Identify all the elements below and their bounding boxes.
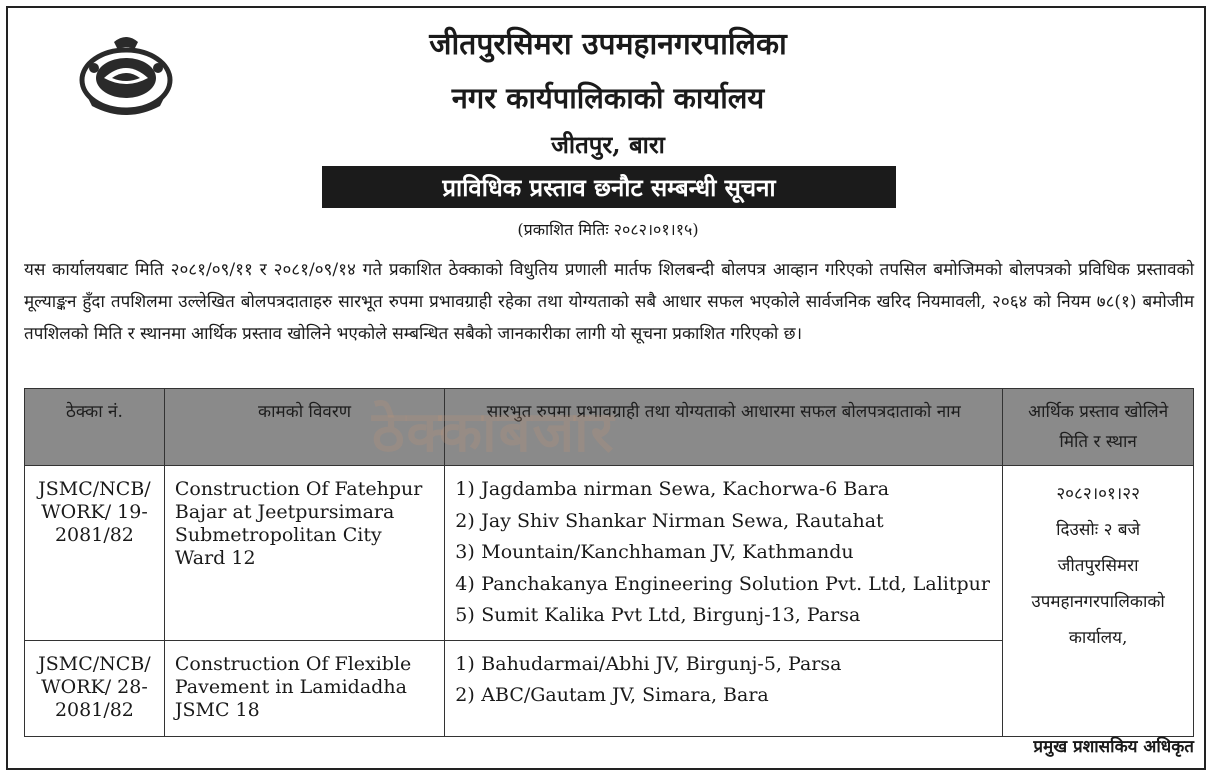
notice-paragraph: यस कार्यालयबाट मिति २०८१/०९/११ र २०८१/०९/१४ गते प्रकाशित ठेक्काको विधुतिय प्रणाली मार्तफ शिलबन्दी बोलपत्र आव्हान गरिएको तपसिल बमोजिमको बोलपत्रको प्रविधिक प्रस्तावको मूल्याङ्कन हुँदा तपशिलमा उल्लेखित बोलपत्रदाताहरु सारभूत रुपमा प्रभावग्राही रहेका तथा योग्यताको सबै आधार सफल भएकोले सार्वजनिक खरिद नियमावली, २०६४ को नियम ७८(१) बमोजीम तपशिलको मिति र स्थानमा आर्थिक प्रस्ताव खोलिने भएकोले सम्बन्धित सबैको जानकारीका लागी यो सूचना प्रकाशित गरिएको छ।: [24, 260, 1194, 344]
opening-place-line3: कार्यालय,: [1068, 628, 1128, 648]
work-description: Construction Of Fatehpur Bajar at Jeetpursimara Submetropolitan City Ward 12: [164, 466, 444, 641]
header-successful-bidders: सारभुत रुपमा प्रभावग्राही तथा योग्यताको आधारमा सफल बोलपत्रदाताको नाम: [445, 389, 1003, 466]
list-item: 1) Jagdamba nirman Sewa, Kachorwa-6 Bara: [455, 478, 890, 500]
table-row: [25, 466, 1194, 641]
opening-place-line1: जीतपुरसिमरा: [1057, 556, 1139, 576]
opening-time: दिउसोः २ बजे: [1056, 520, 1141, 540]
table-header-row: [25, 389, 1194, 466]
watermark: ठेक्काबजार: [372, 400, 616, 465]
list-item: 4) Panchakanya Engineering Solution Pvt. Ltd, Lalitpur: [455, 572, 990, 595]
work-description: Construction Of Flexible Pavement in Lamidadha JSMC 18: [164, 640, 444, 736]
list-item: 5) Sumit Kalika Pvt Ltd, Birgunj-13, Parsa: [455, 604, 861, 626]
opening-place-line2: उपमहानगरपालिकाको: [1031, 592, 1165, 612]
header-financial-opening: आर्थिक प्रस्ताव खोलिने मिति र स्थान: [1003, 389, 1194, 466]
list-item: 2) Jay Shiv Shankar Nirman Sewa, Rautahat: [455, 509, 884, 532]
contract-ref: JSMC/NCB/ WORK/ 28-2081/82: [25, 640, 165, 736]
bidder-list: [445, 640, 1003, 736]
office-location: जीतपुर, बारा: [551, 130, 665, 159]
notice-title-banner: [322, 166, 896, 208]
header-contract-no: ठेक्का नं.: [25, 389, 165, 466]
contract-ref: JSMC/NCB/ WORK/ 19-2081/82: [25, 466, 165, 641]
financial-opening-cell: [1003, 466, 1194, 737]
list-item: 1) Bahudarmai/Abhi JV, Birgunj-5, Parsa: [455, 652, 842, 675]
published-date: (प्रकाशित मितिः २०८२।०१।१५): [517, 220, 699, 239]
bidders-table: [24, 388, 1194, 737]
header-work-description: कामको विवरण: [164, 389, 444, 466]
notice-title: प्राविधिक प्रस्ताव छनौट सम्बन्धी सूचना: [442, 172, 776, 202]
bidder-list: [445, 466, 1003, 641]
signatory: प्रमुख प्रशासकिय अधिकृत: [1033, 737, 1194, 757]
opening-date: २०८२।०१।२२: [1056, 484, 1140, 504]
list-item: 2) ABC/Gautam JV, Simara, Bara: [455, 684, 769, 706]
list-item: 3) Mountain/Kanchhaman JV, Kathmandu: [455, 541, 854, 563]
org-name: जीतपुरसिमरा उपमहानगरपालिका: [429, 27, 787, 62]
office-name: नगर कार्यपालिकाको कार्यालय: [451, 81, 765, 115]
